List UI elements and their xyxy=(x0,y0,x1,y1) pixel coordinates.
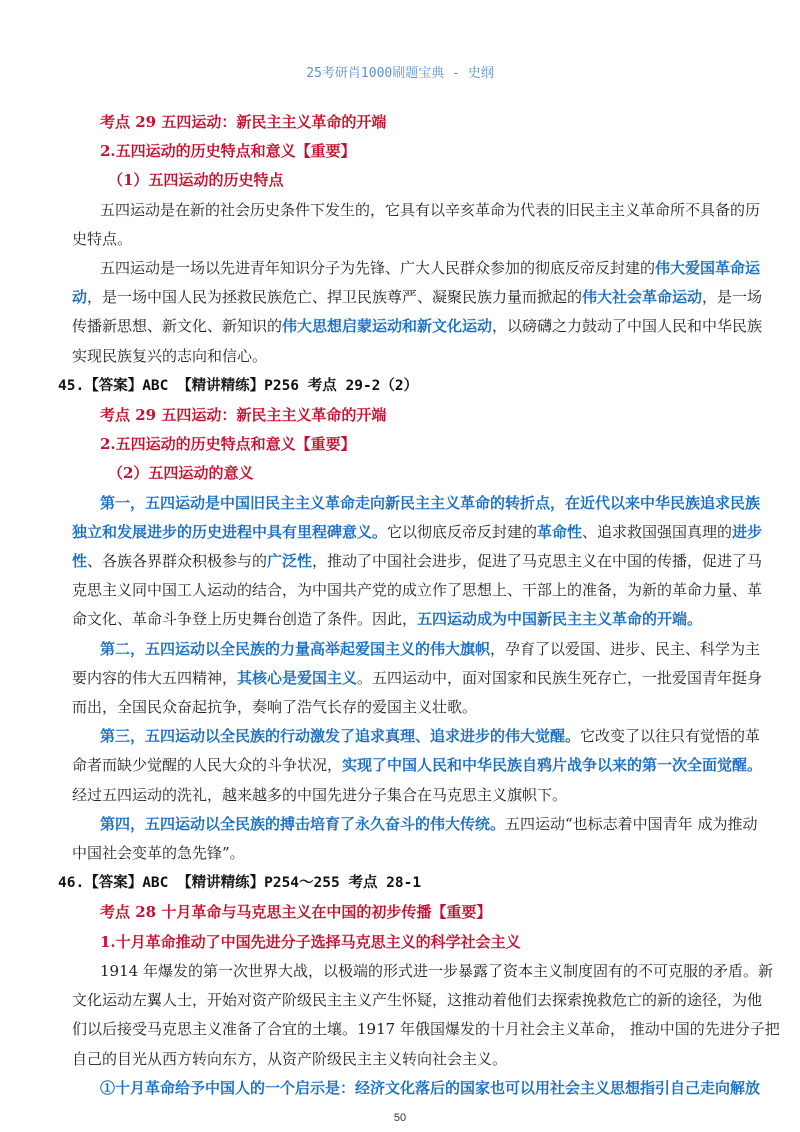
body-text: 中国社会变革的急先锋”。 xyxy=(72,844,245,863)
body-text: 而出，全国民众奋起抗争，奏响了浩气长存的爱国主义壮歌。 xyxy=(72,698,478,717)
highlight-text: 第一，五四运动是中国旧民主主义革命走向新民主主义革命的转折点，在近代以来中华民族追求民族 xyxy=(100,493,761,512)
body-text: 史特点。 xyxy=(72,229,133,248)
page-number: 50 xyxy=(393,1112,407,1124)
text-line xyxy=(72,312,763,341)
body-text: 克思主义同中国工人运动的结合，为中国共产党的成立作了思想上、干部上的准备，为新的革命力量、革 xyxy=(72,581,763,600)
body-text: 。五四运动中，面对国家和民族生死存亡，一批爱国青年挺身 xyxy=(357,668,763,687)
highlight-text: 第四，五四运动以全民族的搏击培育了永久奋斗的伟大传统。 xyxy=(100,814,506,833)
text-line xyxy=(72,928,732,957)
highlight-text: 性 xyxy=(72,552,88,571)
text-line xyxy=(72,781,732,810)
body-text: 经过五四运动的洗礼，越来越多的中国先进分子集合在马克思主义旗帜下。 xyxy=(72,785,568,804)
body-text: 五四运动是在新的社会历史条件下发生的，它具有以辛亥革命为代表的旧民主主义革命所不具备的历 xyxy=(100,200,761,219)
highlight-text: 伟大社会革命运动 xyxy=(582,288,703,307)
body-text: ，是一场中国人民为拯救民族危亡、捍卫民族尊严、凝聚民族力量而掀起的 xyxy=(87,288,583,307)
heading-text: 2.五四运动的历史特点和意义【重要】 xyxy=(100,435,356,454)
text-line xyxy=(72,986,763,1015)
text-line xyxy=(72,605,732,634)
text-line xyxy=(72,137,732,166)
highlight-text: 广泛性 xyxy=(267,552,313,571)
answer-label: 46.【答案】ABC 【精讲精练】P254～255 考点 28-1 xyxy=(58,875,422,892)
body-text: 它改变了以往只有觉悟的革 xyxy=(580,727,761,746)
text-line xyxy=(72,1045,732,1074)
text-line xyxy=(72,518,763,547)
body-text: 传播新思想、新文化、新知识的 xyxy=(72,317,283,336)
body-text: 命者而缺少觉醒的人民大众的斗争状况， xyxy=(72,756,343,775)
text-line xyxy=(72,459,732,488)
text-line xyxy=(72,430,732,459)
heading-text: 考点 29 五四运动：新民主主义革命的开端 xyxy=(100,406,387,425)
body-text: 1914 年爆发的第一次世界大战，以极端的形式进一步暴露了资本主义制度固有的不可克服的矛盾。新 xyxy=(100,961,773,980)
highlight-text: 其核心是爱国主义 xyxy=(237,668,358,687)
highlight-text: 伟大爱国革命运 xyxy=(655,259,761,278)
body-text: 命文化、革命斗争登上历史舞台创造了条件。因此， xyxy=(72,610,418,629)
body-text: 五四运动是一场以先进青年知识分子为先锋、广大人民群众参加的彻底反帝反封建的 xyxy=(100,259,656,278)
text-line xyxy=(72,547,763,576)
body-text: 它以彻底反帝反封建的 xyxy=(387,522,538,541)
text-line xyxy=(72,810,758,839)
text-line xyxy=(72,576,763,605)
text-line xyxy=(72,196,761,225)
document-body xyxy=(58,108,780,1103)
body-text: ，孕育了以爱国、进步、民主、科学为主 xyxy=(490,639,761,658)
text-line xyxy=(72,283,763,312)
text-line xyxy=(72,225,732,254)
highlight-text: 革命性 xyxy=(537,522,583,541)
highlight-text: 独立和发展进步的历史进程中具有里程碑意义。 xyxy=(72,522,388,541)
text-line xyxy=(58,371,732,401)
body-text: 、追求救国强国真理的 xyxy=(582,522,733,541)
highlight-text: 第二，五四运动以全民族的力量高举起爱国主义的伟大旗帜 xyxy=(100,639,491,658)
text-line xyxy=(72,693,732,722)
text-line xyxy=(72,898,732,927)
text-line xyxy=(72,342,732,371)
body-text: ，是一场 xyxy=(702,288,763,307)
highlight-text: 动 xyxy=(72,288,88,307)
text-line xyxy=(72,1074,761,1103)
text-line xyxy=(72,839,732,868)
heading-text: 2.五四运动的历史特点和意义【重要】 xyxy=(100,142,356,161)
heading-text: （1）五四运动的历史特点 xyxy=(108,171,284,190)
text-line xyxy=(72,489,761,518)
body-text: 自己的目光从西方转向东方，从资产阶级民主主义转向社会主义。 xyxy=(72,1049,508,1068)
page-header: 25考研肖1000刷题宝典 - 史纲 xyxy=(306,66,494,81)
text-line xyxy=(72,957,773,986)
body-text: 、各族各界群众积极参与的 xyxy=(87,552,268,571)
text-line xyxy=(72,1015,780,1044)
highlight-text: 进步 xyxy=(732,522,763,541)
body-text: 文化运动左翼人士，开始对资产阶级民主主义产生怀疑，这推动着他们去探索挽救危亡的新的途径，为他 xyxy=(72,991,763,1010)
text-line xyxy=(72,635,761,664)
heading-text: 考点 28 十月革命与马克思主义在中国的初步传播【重要】 xyxy=(100,903,492,922)
body-text: ，以磅礴之力鼓动了中国人民和中华民族 xyxy=(492,317,763,336)
heading-text: 考点 29 五四运动：新民主主义革命的开端 xyxy=(100,113,387,131)
text-line xyxy=(72,722,761,751)
heading-text: 1.十月革命推动了中国先进分子选择马克思主义的科学社会主义 xyxy=(100,932,521,951)
text-line xyxy=(72,401,732,430)
highlight-text: ①十月革命给予中国人的一个启示是：经济文化落后的国家也可以用社会主义思想指引自己走向解放 xyxy=(100,1078,761,1097)
text-line xyxy=(58,868,732,898)
highlight-text: 五四运动成为中国新民主主义革命的开端。 xyxy=(417,610,703,629)
body-text: 实现民族复兴的志向和信心。 xyxy=(72,346,268,365)
body-text: 们以后接受马克思主义准备了合宜的土壤。1917 年俄国爆发的十月社会主义革命， 推动中国的先进分子把 xyxy=(72,1020,780,1039)
highlight-text: 伟大思想启蒙运动和新文化运动 xyxy=(282,317,493,336)
answer-label: 45.【答案】ABC 【精讲精练】P256 考点 29-2（2） xyxy=(58,377,419,394)
body-text: ，推动了中国社会进步，促进了马克思主义在中国的传播，促进了马 xyxy=(312,552,763,571)
text-line xyxy=(72,751,763,780)
body-text: 要内容的伟大五四精神， xyxy=(72,668,238,687)
highlight-text: 第三，五四运动以全民族的行动激发了追求真理、追求进步的伟大觉醒。 xyxy=(100,727,581,746)
body-text: 五四运动“也标志着中国青年 成为推动 xyxy=(505,814,758,833)
text-line xyxy=(72,166,732,195)
text-line xyxy=(72,254,761,283)
text-line xyxy=(72,108,732,137)
heading-text: （2）五四运动的意义 xyxy=(108,464,254,483)
highlight-text: 实现了中国人民和中华民族自鸦片战争以来的第一次全面觉醒。 xyxy=(342,756,763,775)
text-line xyxy=(72,664,763,693)
